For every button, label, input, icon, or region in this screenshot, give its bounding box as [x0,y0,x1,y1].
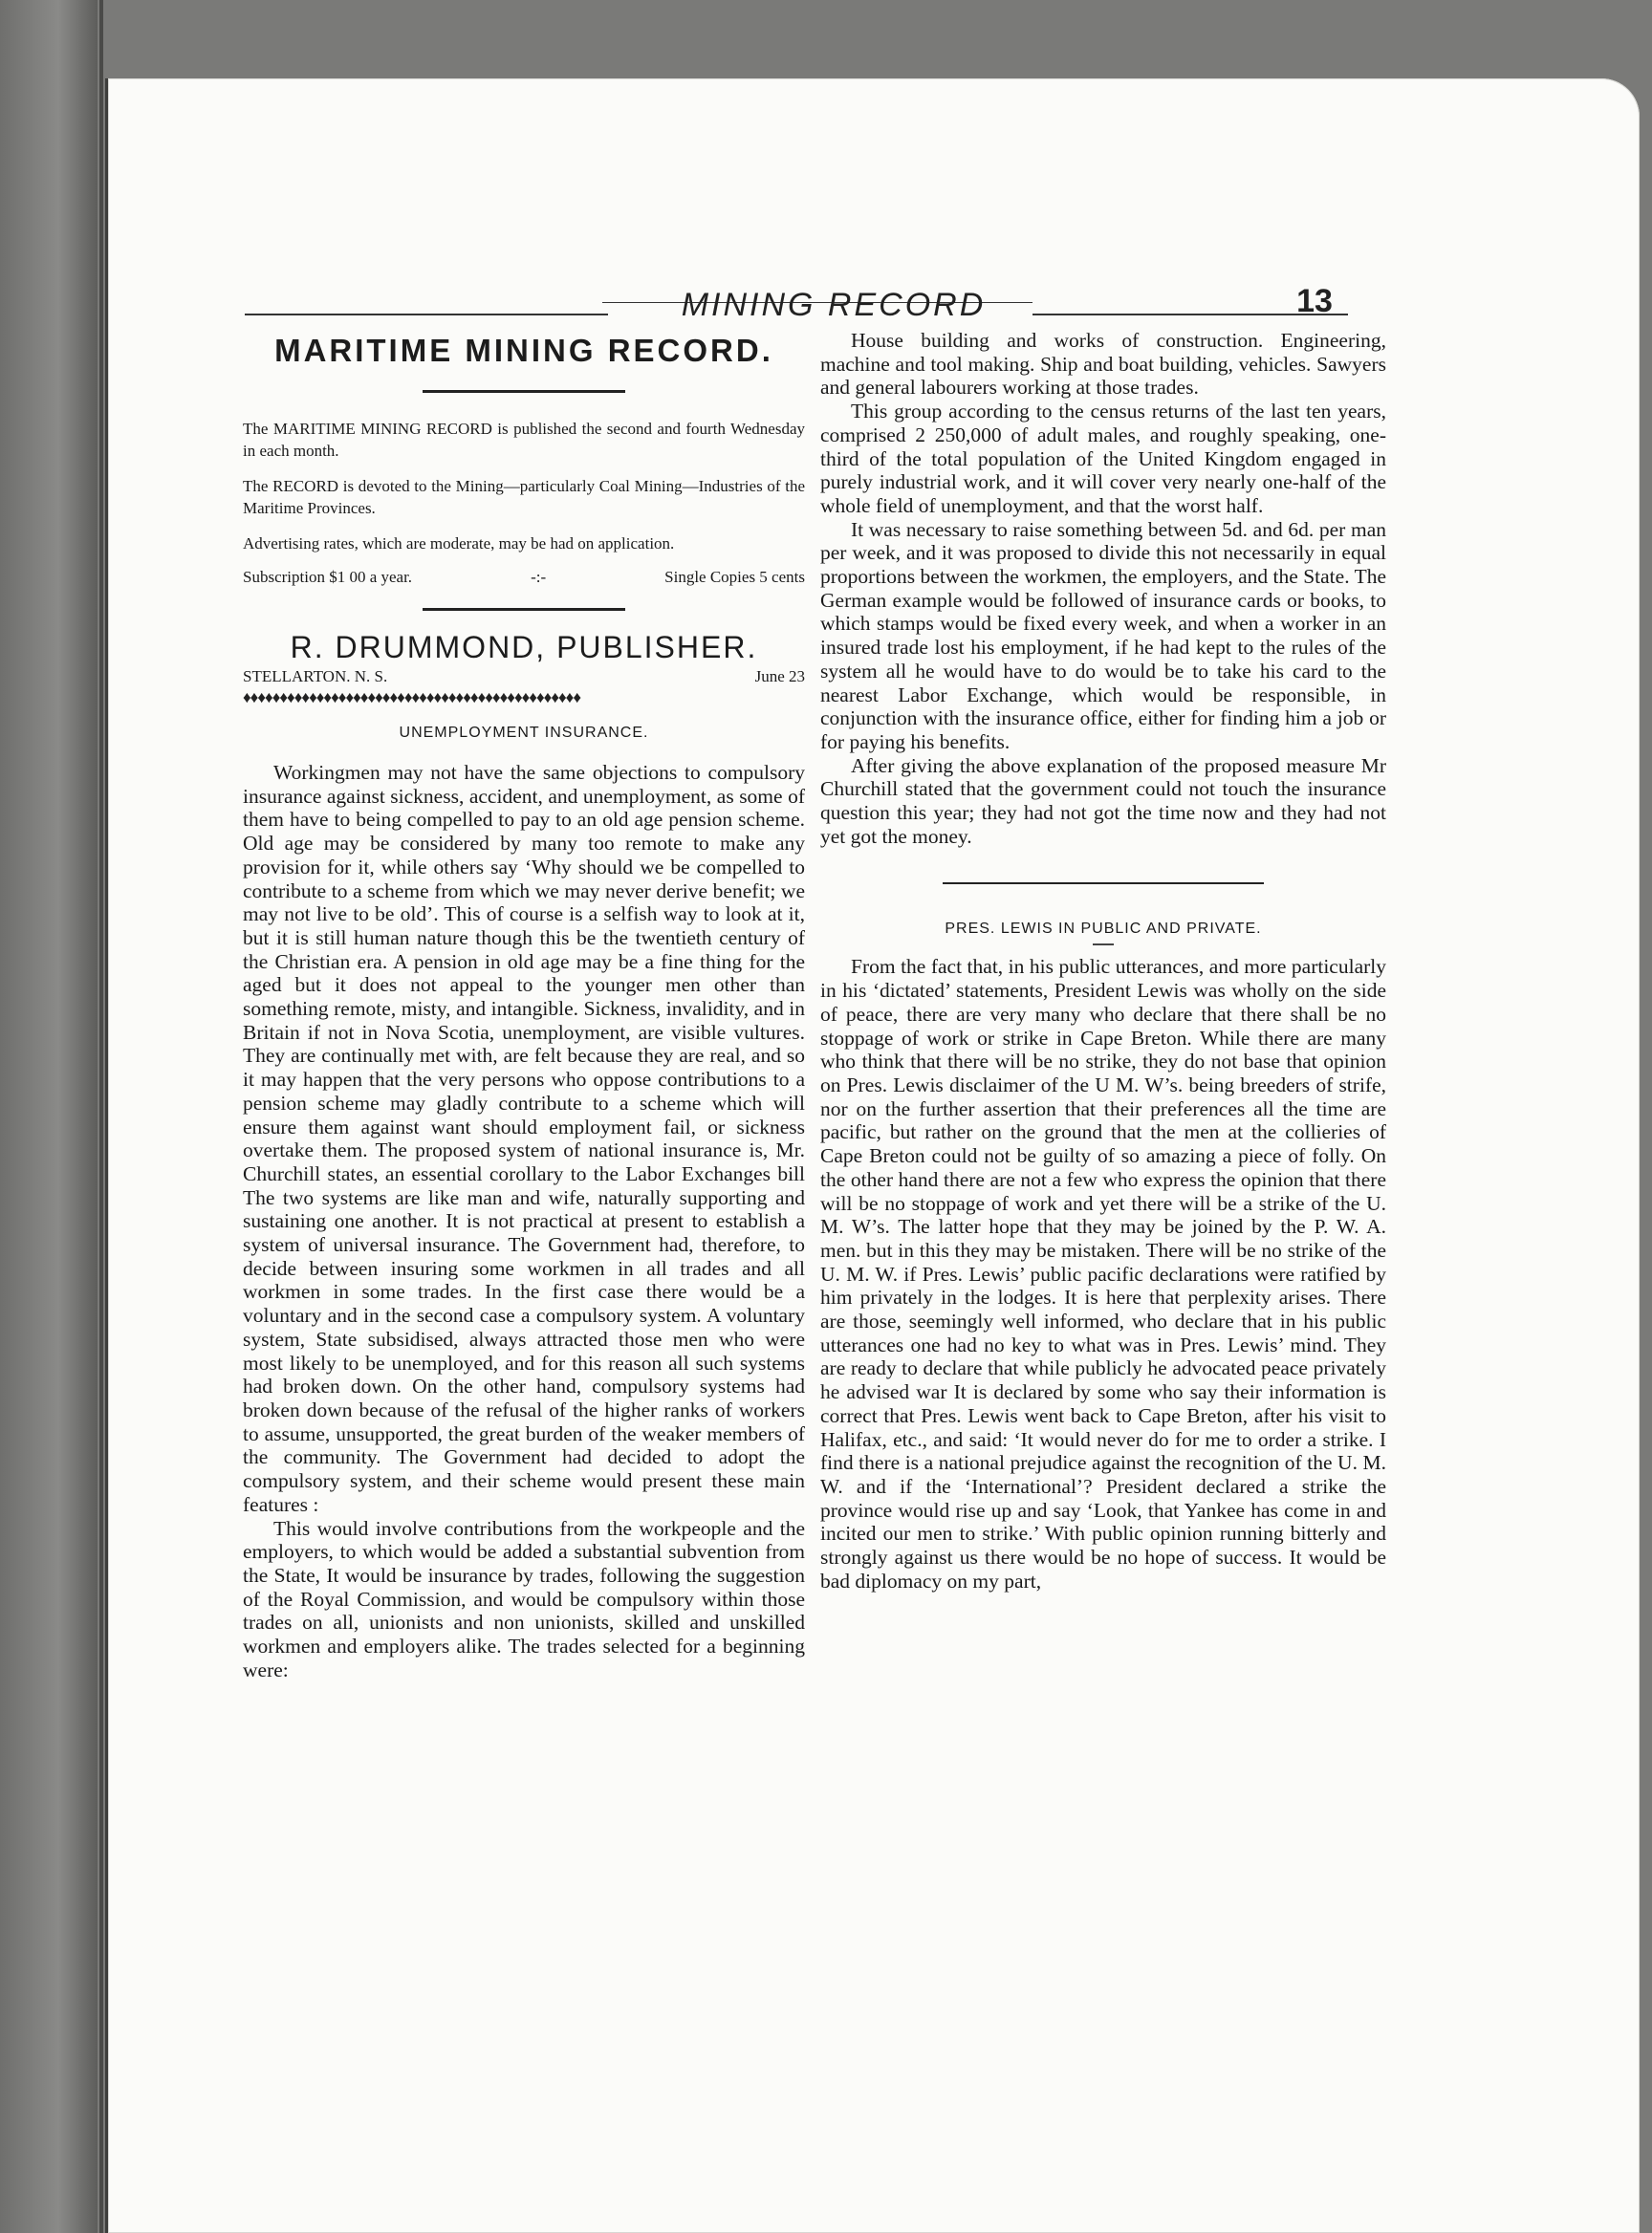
paragraph: It was necessary to raise something between 5d. and 6d. per man per week, and it was proposed to divide this not necessarily in equal proportions between the workmen, the employers, and the State. The German example would be followed of insurance cards or books, to which stamps would be fixed every week, and when a worker in an insured trade lost his employment, if he had kept to the rules of the system all he would have to do would be to take his card to the nearest Labor Exchange, which would be responsible, in conjunction with the insurance office, either for finding him a job or for paying his benefits. [820,517,1386,753]
heading-dash [1093,943,1114,945]
masthead-title: MARITIME MINING RECORD. [274,333,773,368]
advertising-rates: Advertising rates, which are moderate, may be had on application. [243,534,675,553]
masthead-rule [423,390,625,393]
section-divider [943,882,1264,884]
paragraph: House building and works of construction. Engineering, machine and tool making. Ship and boat building, vehicles. Sawyers and general labourers working at those trades. [820,329,1386,400]
publisher-rule [423,608,625,611]
pricing-separator: -:- [531,568,547,586]
dateline [243,667,805,686]
ornamental-border: ♦♦♦♦♦♦♦♦♦♦♦♦♦♦♦♦♦♦♦♦♦♦♦♦♦♦♦♦♦♦♦♦♦♦♦♦♦♦♦♦♦♦♦♦♦♦ [243,688,581,706]
publisher-line: R. DRUMMOND, PUBLISHER. [290,630,758,664]
article-heading-lewis: PRES. LEWIS IN PUBLIC AND PRIVATE. [945,921,1262,938]
right-column [820,329,1386,1593]
left-column [243,329,805,1681]
article-body-unemployment [243,761,805,1681]
pricing-row [243,568,805,587]
running-title: MINING RECORD [681,287,987,323]
article-heading-unemployment: UNEMPLOYMENT INSURANCE. [399,725,649,741]
facing-page-edge [0,0,98,2233]
paragraph: Workingmen may not have the same objections to compulsory insurance against sickness, accident, and unemployment, as some of them have to being compelled to pay to an old age pension scheme. Old age may be considered by many too remote to make any provision for it, while others say ‘Why should we be compelled to contribute to a scheme from which we may never derive benefit; we may not live to be old’. This of course is a selfish way to look at it, but it is still human nature though this be the twentieth century of the Christian era. A pension in old age may be a fine thing for the aged but it does not appeal to the younger men other than something remote, misty, and intangible. Sickness, invalidity, and in Britain if not in Nova Scotia, unemployment, are visible vultures. They are continually met with, are felt because they are real, and so it may happen that the very persons who oppose contributions to a pension scheme may gladly contribute to a scheme which will ensure them against want should employment fail, or sickness overtake them. The proposed system of national insurance is, Mr. Churchill states, an essential corollary to the Labor Exchanges bill The two systems are like man and wife, naturally supporting and sustaining one another. It is not practical at present to establish a system of universal insurance. The Government had, therefore, to decide between insuring some workmen in all trades and all workmen in some trades. In the first case there would be a voluntary and in the second case a compulsory system. A voluntary system, State subsidised, always attracted those men who were most likely to be unemployed, and for this reason all such systems had broken down. On the other hand, compulsory systems had broken down because of the refusal of the higher ranks of workers to assume, unsupported, the great burden of the weaker members of the community. The Government had decided to adopt the compulsory system, and their scheme would present these main features : [243,761,805,1516]
article-body-continued [820,329,1386,848]
page-number: 13 [1296,283,1333,319]
place: STELLARTON. N. S. [243,667,388,685]
paragraph: This group according to the census returns of the last ten years, comprised 2 250,000 of adult males, and roughly speaking, one-third of the total population of the United Kingdom engaged in purely industrial work, and it will cover very nearly one-half of the whole field of unemployment, and that the worst half. [820,400,1386,517]
paragraph: After giving the above explanation of the proposed measure Mr Churchill stated that the government could not touch the insurance question this year; they had not got the time now and they had not yet got the money. [820,753,1386,848]
single-copy-price: Single Copies 5 cents [664,568,805,586]
binding-shadow [99,0,103,2233]
publication-schedule: The MARITIME MINING RECORD is published the second and fourth Wednesday in each month. [243,420,805,460]
paragraph: From the fact that, in his public utterances, and more particularly in his ‘dictated’ statements, President Lewis was wholly on the side of peace, there are very many who declare that there shall be no stoppage of work or strike in Cape Breton. While there are many who think that there will be no strike, they do not base that opinion on Pres. Lewis disclaimer of the U M. W’s. being breeders of strife, nor on the further assertion that their preferences all the time are pacific, but rather on the ground that the men at the collieries of Cape Breton could not be guilty of so amazing a piece of folly. On the other hand there are not a few who express the opinion that there will be no stoppage of work and yet there will be a strike of the U. M. W’s. The latter hope that they may be joined by the P. W. A. men. but in this they may be mistaken. There will be no strike of the U. M. W. if Pres. Lewis’ public pacific declarations were ratified by him privately in the lodges. It is here that perplexity arises. There are those, seemingly well informed, who declare that in his public utterances one had no key to what was in Pres. Lewis’ mind. They are ready to declare that while publicly he advocated peace privately he advised war It is declared by some who say their information is correct that Pres. Lewis went back to Cape Breton, after his visit to Halifax, etc., and said: ‘It would never do for me to order a strike. I find there is a national prejudice against the recognition of the U. M. W. and if the ‘International’? President declared a strike the province would rise up and say ‘Look, that Yankee has come in and incited our men to strike.’ With public opinion running bitterly and strongly against us there would be no hope of success. It would be bad diplomacy on my part, [820,955,1386,1593]
publication-scope: The RECORD is devoted to the Mining—particularly Coal Mining—Industries of the Maritime Provinces. [243,477,805,517]
article-body-lewis [820,955,1386,1593]
paragraph: This would involve contributions from the workpeople and the employers, to which would be added a substantial subvention from the State, It would be insurance by trades, following the suggestion of the Royal Commission, and would be compulsory within those trades on all, unionists and non unionists, skilled and unskilled workmen and employers alike. The trades selected for a beginning were: [243,1516,805,1681]
issue-date: June 23 [754,667,805,685]
subscription-price: Subscription $1 00 a year. [243,568,413,586]
header-rule-left [245,314,608,315]
